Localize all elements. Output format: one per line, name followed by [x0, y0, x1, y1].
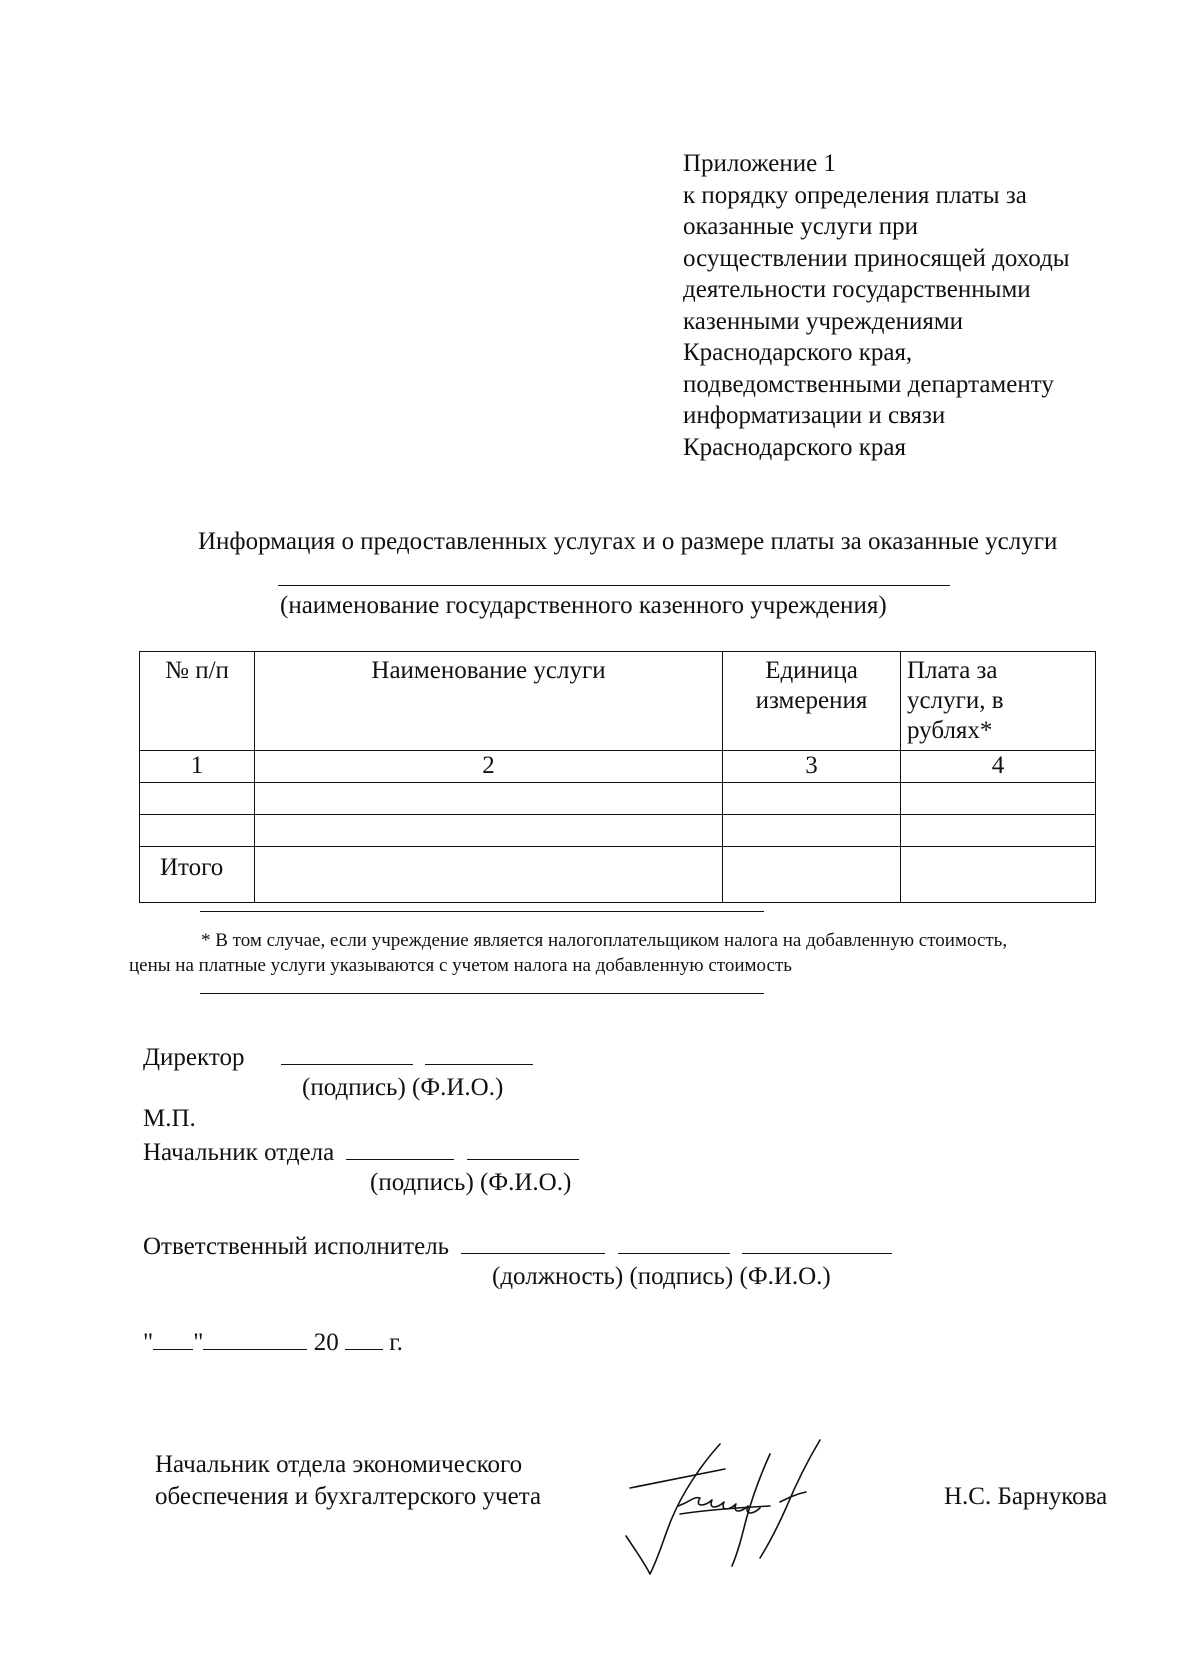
table-cell [140, 783, 255, 815]
header-service-name: Наименование услуги [255, 652, 723, 751]
date-line [143, 1327, 403, 1357]
header-fee-line: рублях* [907, 717, 993, 744]
signer-position-line: Начальник отдела экономического [155, 1451, 523, 1478]
signature-blank [346, 1137, 454, 1160]
date-quote: " [193, 1329, 204, 1356]
signer-position-line: обеспечения и бухгалтерского учета [155, 1483, 542, 1510]
executor-signature-line [143, 1231, 892, 1261]
column-number: 2 [255, 751, 723, 783]
day-blank [153, 1327, 193, 1350]
header-number: № п/п [140, 652, 255, 751]
total-row [140, 847, 1096, 903]
table-row [140, 783, 1096, 815]
table-cell [255, 783, 723, 815]
year-blank [345, 1327, 383, 1350]
appendix-header [683, 148, 1070, 463]
handwritten-signature [620, 1436, 840, 1576]
appendix-line: Краснодарского края, [683, 339, 913, 366]
position-blank [461, 1231, 605, 1254]
footnote-line: * В том случае, если учреждение является налогоплательщиком налога на добавленную стоимость, [201, 930, 1008, 951]
footnote-line: цены на платные услуги указываются с учетом налога на добавленную стоимость [129, 955, 792, 976]
appendix-line: оказанные услуги при [683, 213, 918, 240]
appendix-line: деятельности государственными [683, 276, 1031, 303]
total-label: Итого [140, 847, 255, 903]
head-caption: (подпись) (Ф.И.О.) [370, 1169, 572, 1196]
director-caption: (подпись) (Ф.И.О.) [302, 1074, 504, 1101]
table-row [140, 815, 1096, 847]
executor-caption: (должность) (подпись) (Ф.И.О.) [492, 1263, 831, 1290]
header-fee-line: услуги, в [907, 687, 1004, 714]
column-numbers-row [140, 751, 1096, 783]
footnote-rule-top [200, 911, 764, 912]
appendix-line: Приложение 1 [683, 150, 836, 177]
month-blank [203, 1327, 307, 1350]
appendix-line: казенными учреждениями [683, 307, 964, 335]
header-fee-line: Плата за [907, 657, 998, 684]
table-header-row [140, 652, 1096, 751]
head-label: Начальник отдела [143, 1139, 335, 1166]
appendix-line: подведомственными департаменту [683, 370, 1054, 398]
appendix-line: Краснодарского края [683, 433, 906, 461]
signature-blank [281, 1042, 413, 1065]
director-label: Директор [143, 1044, 245, 1071]
executor-label: Ответственный исполнитель [143, 1233, 450, 1260]
column-number: 1 [140, 751, 255, 783]
org-name-line [278, 585, 950, 586]
signer-name: Н.С. Барнукова [944, 1483, 1108, 1510]
table-cell [723, 783, 901, 815]
appendix-line: информатизации и связи [683, 402, 946, 429]
date-quote: " [143, 1329, 154, 1356]
signature-blank [618, 1231, 730, 1254]
footnote-rule-bottom [200, 993, 764, 994]
header-unit [723, 652, 901, 751]
table-cell [140, 815, 255, 847]
director-signature-line [143, 1042, 533, 1072]
column-number: 4 [901, 751, 1096, 783]
table-cell [901, 815, 1096, 847]
services-table [139, 651, 1096, 903]
year-prefix: 20 [313, 1329, 339, 1356]
head-signature-line [143, 1137, 579, 1167]
stamp-label: М.П. [143, 1105, 196, 1132]
column-number: 3 [723, 751, 901, 783]
document-title: Информация о предоставленных услугах и о размере платы за оказанные услуги [198, 528, 1058, 555]
appendix-line: осуществлении приносящей доходы [683, 244, 1070, 272]
header-unit-line: Единица [765, 657, 858, 684]
table-cell [901, 847, 1096, 903]
name-blank [467, 1137, 579, 1160]
header-fee [901, 652, 1096, 751]
table-cell [723, 815, 901, 847]
table-cell [901, 783, 1096, 815]
appendix-line: к порядку определения платы за [683, 181, 1027, 209]
org-name-caption: (наименование государственного казенного учреждения) [280, 592, 887, 619]
table-cell [255, 815, 723, 847]
name-blank [742, 1231, 892, 1254]
year-suffix: г. [389, 1329, 403, 1356]
table-cell [723, 847, 901, 903]
table-cell [255, 847, 723, 903]
name-blank [425, 1042, 533, 1065]
header-unit-line: измерения [755, 687, 868, 714]
